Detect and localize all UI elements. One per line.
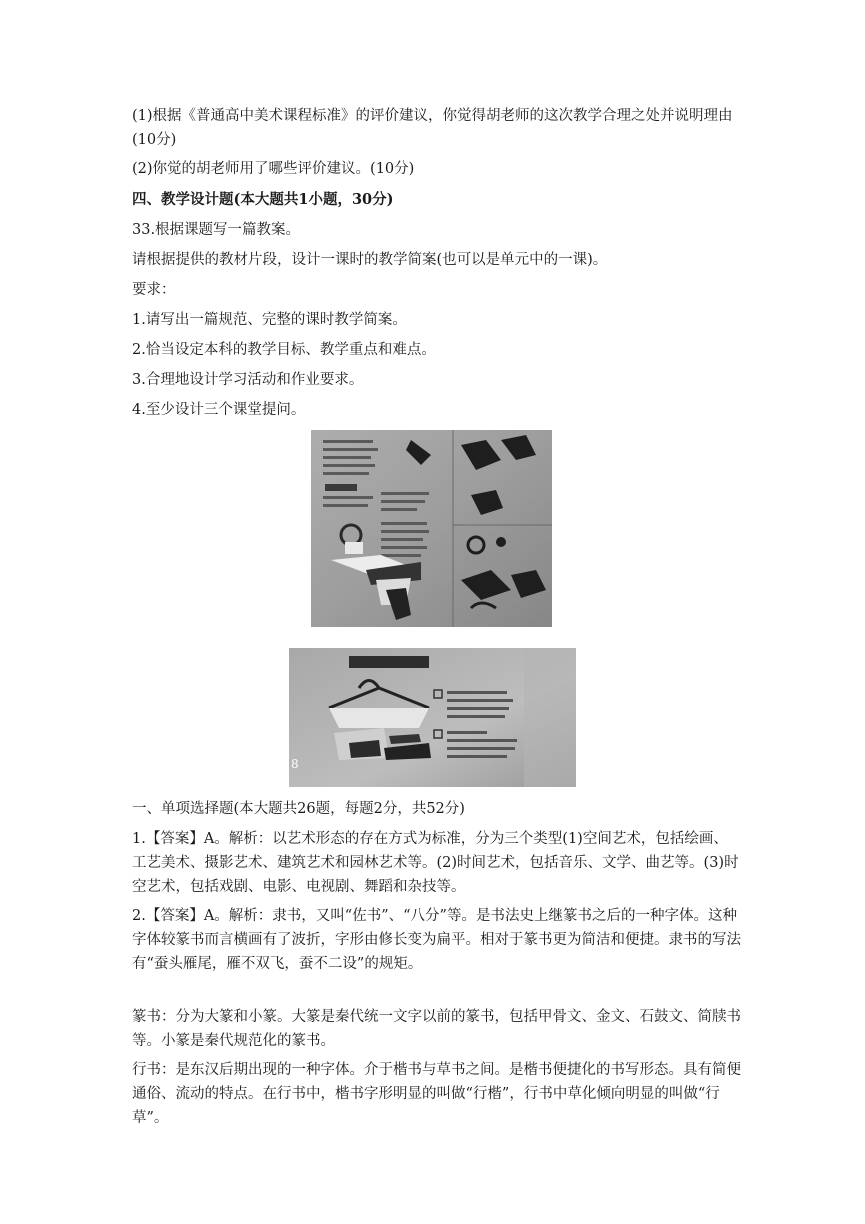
- requirement-2: 2.恰当设定本科的教学目标、教学重点和难点。: [132, 342, 436, 358]
- zhuanshu-text: 篆书：分为大篆和小篆。大篆是秦代统一文字以前的篆书，包括甲骨文、金文、石鼓文、简牍书等。小篆是秦代规范化的篆书。: [132, 1009, 741, 1049]
- answer-2-text: 2.【答案】A。解析：隶书，又叫“佐书”、“八分”等。是书法史上继篆书之后的一种字体。这种字体较篆书而言横画有了波折，字形由修长变为扁平。相对于篆书更为简洁和便捷。隶书的写法有“蚕头雁尾，雁不双飞，蚕不二设”的规矩。: [132, 908, 741, 972]
- question-1-text: (1)根据《普通高中美术课程标准》的评价建议，你觉得胡老师的这次教学合理之处并说明理由(10分): [132, 108, 733, 148]
- section-1-heading: 一、单项选择题(本大题共26题，每题2分，共52分): [132, 801, 465, 817]
- requirements-title: 要求：: [132, 282, 176, 298]
- textbook-photo-2-image: [289, 648, 576, 787]
- requirement-3: 3.合理地设计学习活动和作业要求。: [132, 372, 364, 388]
- requirement-4: 4.至少设计三个课堂提问。: [132, 402, 306, 418]
- instruction-text: 请根据提供的教材片段，设计一课时的教学简案(也可以是单元中的一课)。: [132, 252, 608, 268]
- question-2-text: (2)你觉的胡老师用了哪些评价建议。(10分): [132, 161, 415, 177]
- requirement-1: 1.请写出一篇规范、完整的课时教学简案。: [132, 312, 407, 328]
- textbook-photo-1-image: [311, 430, 552, 627]
- textbook-photo-2: [289, 648, 576, 787]
- textbook-photo-1: [311, 430, 552, 627]
- section-4-heading: 四、教学设计题(本大题共1小题，30分): [132, 191, 394, 208]
- question-33-text: 33.根据课题写一篇教案。: [132, 222, 301, 238]
- answer-1-text: 1.【答案】A。解析：以艺术形态的存在方式为标准，分为三个类型(1)空间艺术，包括绘画、工艺美术、摄影艺术、建筑艺术和园林艺术等。(2)时间艺术，包括音乐、文学、曲艺等。(3)时空艺术，包括戏剧、电影、电视剧、舞蹈和杂技等。: [132, 831, 739, 895]
- photo-page-number: 8: [291, 757, 299, 771]
- xingshu-text: 行书：是东汉后期出现的一种字体。介于楷书与草书之间。是楷书便捷化的书写形态。具有简便通俗、流动的特点。在行书中，楷书字形明显的叫做“行楷”，行书中草化倾向明显的叫做“行草”。: [132, 1062, 741, 1126]
